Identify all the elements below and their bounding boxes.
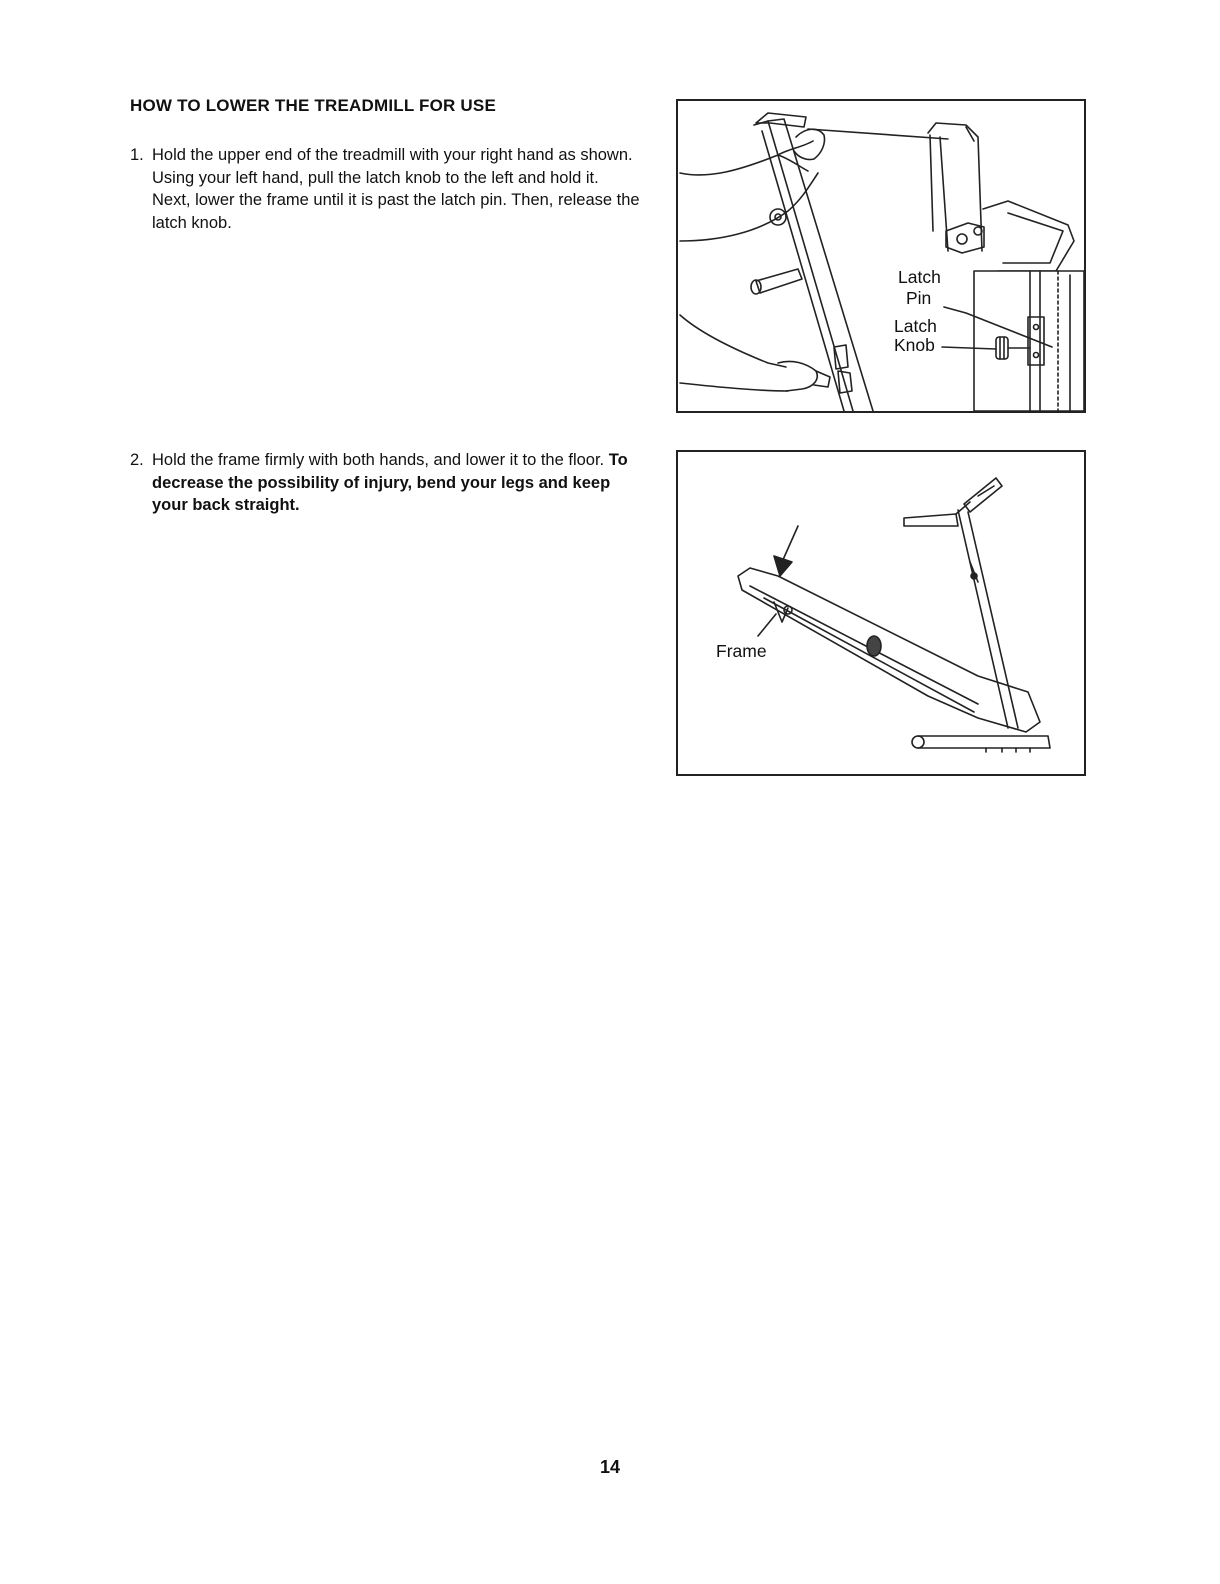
lower-frame-illustration [676,450,1086,776]
safety-warning: To decrease the possibility of injury, bend your legs and keep your back straight. [152,451,628,514]
latch-pin-label-line2: Pin [906,288,932,308]
step-text-container [152,449,640,517]
step-text: Hold the frame firmly with both hands, and lower it to the floor. [152,451,605,469]
instruction-step-2 [130,449,640,517]
latch-illustration [676,99,1086,413]
step-text: Hold the upper end of the treadmill with your right hand as shown. Using your left hand, pull the latch knob to the left and hold it. Next, lower the frame until it is past the latch pin. Then, release the latch knob. [152,146,640,232]
section-heading: HOW TO LOWER THE TREADMILL FOR USE [130,96,496,115]
latch-drawing [678,101,1084,411]
page-number: 14 [599,1457,621,1477]
step-number: 2. [130,451,144,469]
instruction-step-1 [130,144,640,234]
latch-knob-label-line2: Knob [894,335,935,355]
latch-pin-label-line1: Latch [898,267,941,287]
step-number: 1. [130,146,144,164]
latch-knob-label-line1: Latch [894,316,937,336]
frame-label: Frame [716,641,767,661]
lower-frame-drawing [678,452,1084,774]
